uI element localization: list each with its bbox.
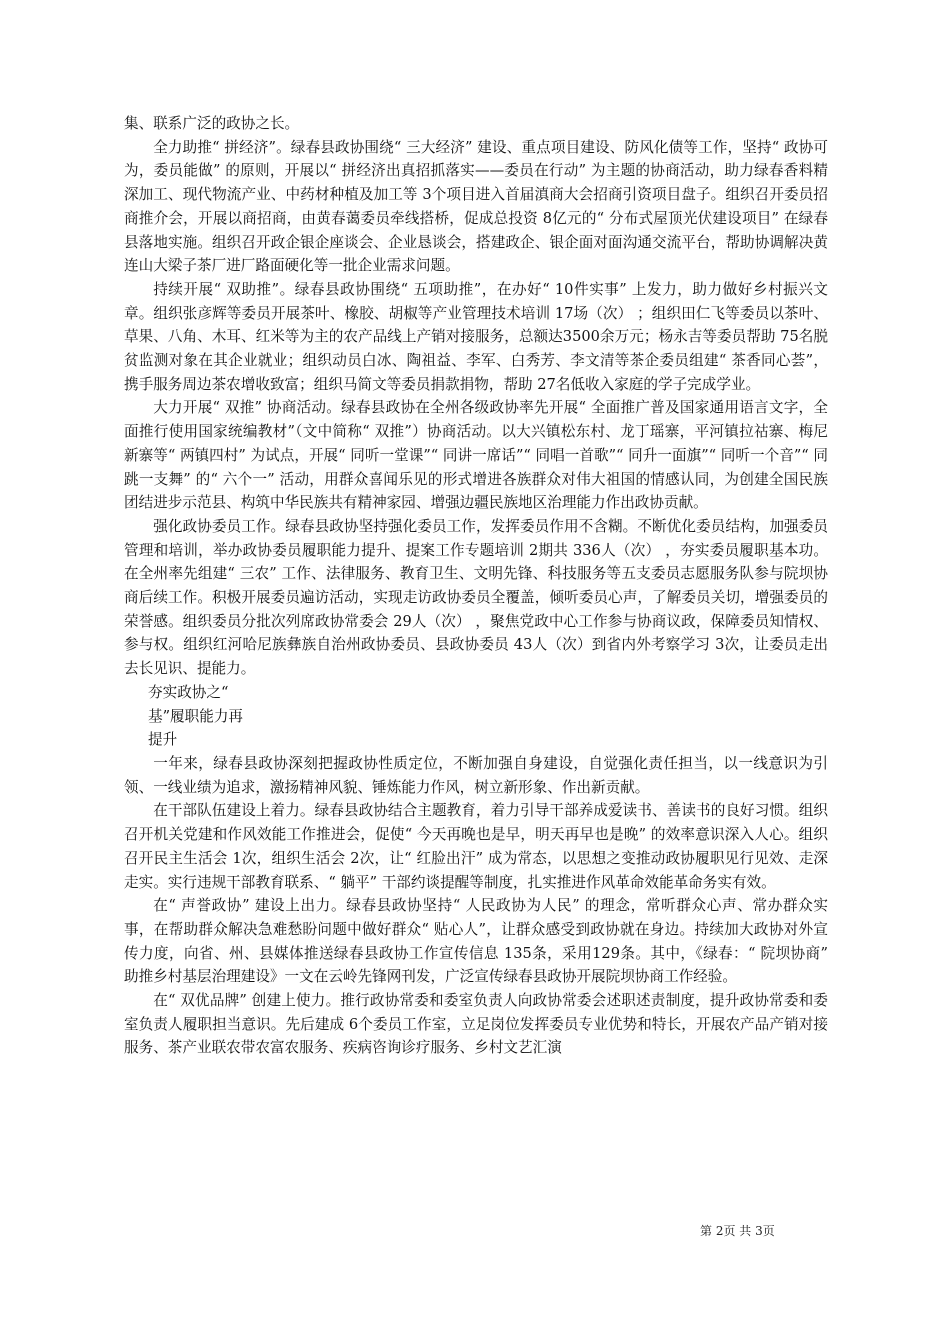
paragraph-1: 集、联系广泛的政协之长。 <box>124 115 300 132</box>
document-body <box>124 112 828 1060</box>
paragraph-shuang-tui: 大力开展“ 双推” 协商活动。绿春县政协在全州各级政协率先开展“ 全面推广普及国家通用语言文字，全面推行使用国家统编教材”（文中简称“ 双推”）协商活动。以大兴镇松东村、龙丁瑶寨，平河镇拉祜寨、梅尼新寨等“ 两镇四村” 为试点，开展“ 同听一堂课”“ 同讲一席话”“ 同唱一首歌”“ 同升一面旗”“ 同听一个音”“ 同跳一支舞” 的“ 六个一” 活动，用群众喜闻乐见的形式增进各族群众对伟大祖国的情感认同，为创建全国民族团结进步示范县、构筑中华民族共有精神家园、增强边疆民族地区治理能力作出政协贡献。 <box>124 399 828 512</box>
paragraph-shuang-zhutui: 持续开展“ 双助推”。绿春县政协围绕“ 五项助推”，在办好“ 10件实事” 上发力，助力做好乡村振兴文章。组织张彦辉等委员开展茶叶、橡胶、胡椒等产业管理技术培训 17场（次） ；组织田仁飞等委员以茶叶、草果、八角、木耳、红米等为主的农产品线上产销对接服务，总额达3500余万元；杨永吉等委员帮助 75名脱贫监测对象在其企业就业；组织动员白冰、陶祖益、李军、白秀芳、李文清等茶企委员组建“ 茶香同心荟”，携手服务周边茶农增收致富；组织马简文等委员捐款捐物，帮助 27名低收入家庭的学子完成学业。 <box>124 280 828 393</box>
section-heading-line-2: 基”履职能力再 <box>148 707 244 725</box>
paragraph-weiyuan-gongzuo: 强化政协委员工作。绿春县政协坚持强化委员工作，发挥委员作用不含糊。不断优化委员结构，加强委员管理和培训，举办政协委员履职能力提升、提案工作专题培训 2期共 336人（次） ，夯实委员履职基本功。在全州率先组建“ 三农” 工作、法律服务、教育卫生、文明先锋、科技服务等五支委员志愿服务队参与院坝协商后续工作。积极开展委员遍访活动，实现走访政协委员全覆盖，倾听委员心声，了解委员关切，增强委员的荣誉感。组织委员分批次列席政协常委会 29人（次） ，聚焦党政中心工作参与协商议政，保障委员知情权、参与权。组织红河哈尼族彝族自治州政协委员、县政协委员 43人（次）到省内外考察学习 3次，让委员走出去长见识、提能力。 <box>124 517 828 678</box>
paragraph-shuangyou-pinpai: 在“ 双优品牌” 创建上使力。推行政协常委和委室负责人向政协常委会述职述责制度，提升政协常委和委室负责人履职担当意识。先后建成 6个委员工作室，立足岗位发挥委员专业优势和特长，开展农产品产销对接服务、茶产业联农带农富农服务、疾病咨询诊疗服务、乡村文艺汇演 <box>124 992 828 1057</box>
paragraph-shengyu-zhengxie: 在“ 声誉政协” 建设上出力。绿春县政协坚持“ 人民政协为人民” 的理念，常听群众心声、常办群众实事，在帮助群众解决急难愁盼问题中做好群众“ 贴心人”，让群众感受到政协就在身边。持续加大政协对外宣传力度，向省、州、县媒体推送绿春县政协工作宣传信息 135条，采用129条。其中，《绿春：“ 院坝协商” 助推乡村基层治理建设》一文在云岭先锋网刊发，广泛宣传绿春县政协开展院坝协商工作经验。 <box>124 897 828 986</box>
paragraph-ganbu-duiwu: 在干部队伍建设上着力。绿春县政协结合主题教育，着力引导干部养成爱读书、善读书的良好习惯。组织召开机关党建和作风效能工作推进会，促使“ 今天再晚也是早，明天再早也是晚” 的效率意识深入人心。组织召开民主生活会 1次，组织生活会 2次，让“ 红脸出汗” 成为常态，以思想之变推动政协履职见行见效、走深走实。实行违规干部教育联系、“ 躺平” 干部约谈提醒等制度，扎实推进作风革命效能革命务实有效。 <box>124 802 828 891</box>
paragraph-intro-2: 一年来，绿春县政协深刻把握政协性质定位，不断加强自身建设，自觉强化责任担当，以一线意识为引领、一线业绩为追求，激扬精神风貌、锤炼能力作风，树立新形象、作出新贡献。 <box>124 754 828 796</box>
page-number-footer: 第 2页 共 3页 <box>700 1224 775 1238</box>
section-heading-line-3: 提升 <box>148 731 178 749</box>
section-heading-line-1: 夯实政协之“ <box>148 683 229 701</box>
paragraph-pin-jingji: 全力助推“ 拼经济”。绿春县政协围绕“ 三大经济” 建设、重点项目建设、防风化债等工作，坚持“ 政协可为，委员能做” 的原则，开展以“ 拼经济出真招抓落实——委员在行动” 为主题的协商活动，助力绿春香料精深加工、现代物流产业、中药材种植及加工等 3个项目进入首届滇商大会招商引资项目盘子。组织召开委员招商推介会，开展以商招商，由黄春蔼委员牵线搭桥，促成总投资 8亿元的“ 分布式屋顶光伏建设项目” 在绿春县落地实施。组织召开政企银企座谈会、企业恳谈会，搭建政企、银企面对面沟通交流平台，帮助协调解决黄连山大梁子茶厂进厂路面硬化等一批企业需求问题。 <box>124 138 828 275</box>
